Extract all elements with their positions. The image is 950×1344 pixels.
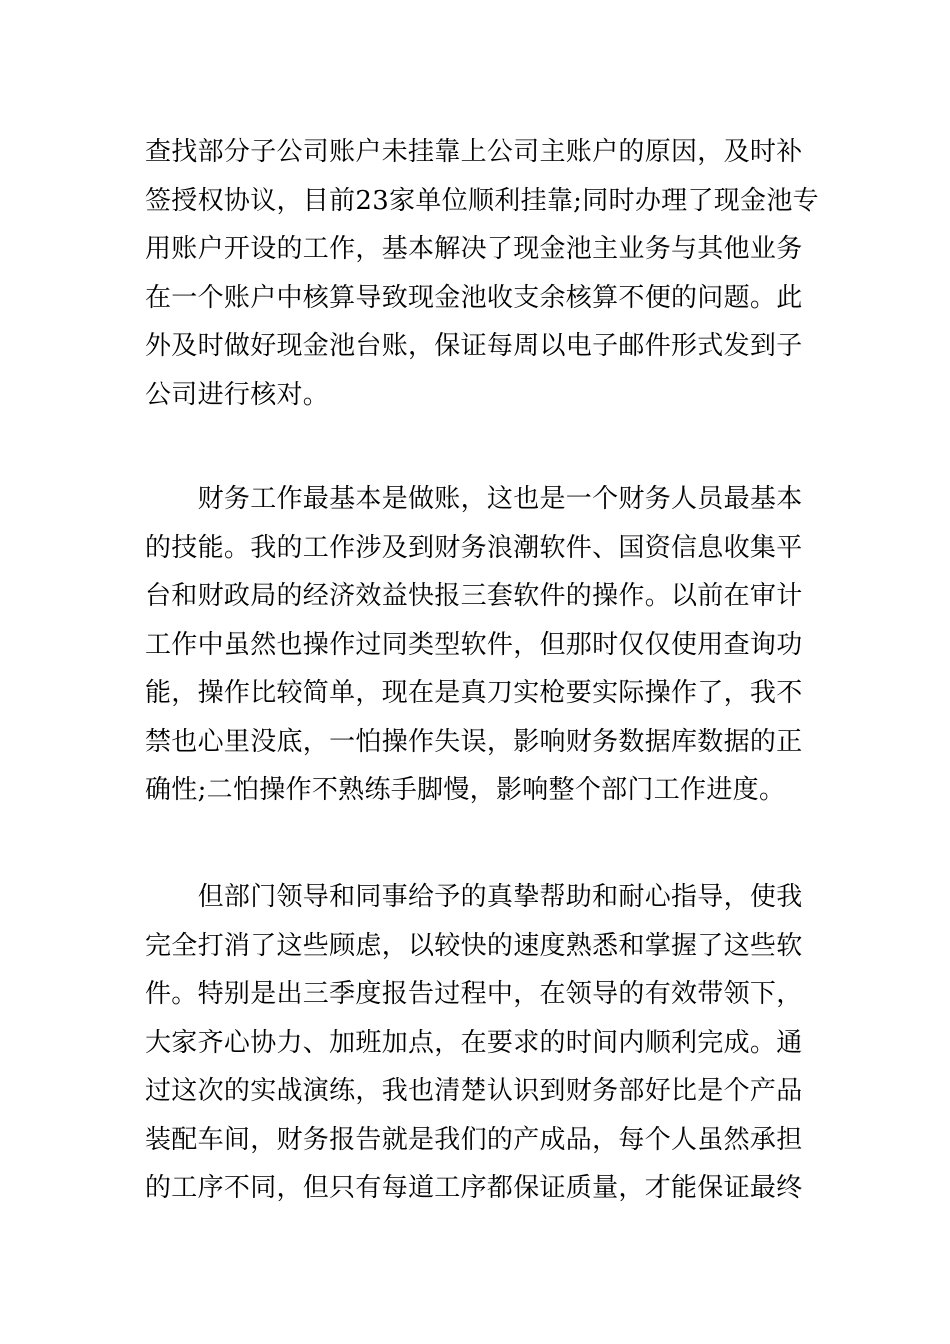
paragraph-3 bbox=[145, 873, 810, 1213]
paragraph-1 bbox=[145, 128, 819, 419]
text-line: 能，操作比较简单，现在是真刀实枪要实际操作了，我不 bbox=[145, 678, 803, 708]
text-line: 确性;二怕操作不熟练手脚慢，影响整个部门工作进度。 bbox=[145, 775, 786, 805]
text-line: 用账户开设的工作，基本解决了现金池主业务与其他业务 bbox=[145, 234, 803, 264]
text-line: 台和财政局的经济效益快报三套软件的操作。以前在审计 bbox=[145, 581, 803, 611]
paragraph-2 bbox=[145, 475, 810, 815]
text-line: 的工序不同，但只有每道工序都保证质量，才能保证最终 bbox=[145, 1173, 803, 1203]
text-line: 完全打消了这些顾虑，以较快的速度熟悉和掌握了这些软 bbox=[145, 930, 803, 961]
text-line: 查找部分子公司账户未挂靠上公司主账户的原因，及时补 bbox=[145, 137, 803, 167]
text-line: 外及时做好现金池台账，保证每周以电子邮件形式发到子 bbox=[145, 331, 803, 361]
text-line: 件。特别是出三季度报告过程中，在领导的有效带领下， bbox=[145, 979, 803, 1009]
text-line: 但部门领导和同事给予的真挚帮助和耐心指导，使我 bbox=[145, 882, 803, 912]
text-line: 财务工作最基本是做账，这也是一个财务人员最基本 bbox=[145, 484, 803, 514]
text-line: 禁也心里没底，一怕操作失误，影响财务数据库数据的正 bbox=[145, 726, 803, 757]
text-line: 的技能。我的工作涉及到财务浪潮软件、国资信息收集平 bbox=[145, 532, 803, 563]
text-line: 大家齐心协力、加班加点，在要求的时间内顺利完成。通 bbox=[145, 1027, 803, 1058]
text-line: 在一个账户中核算导致现金池收支余核算不便的问题。此 bbox=[145, 282, 803, 313]
text-line: 装配车间，财务报告就是我们的产成品，每个人虽然承担 bbox=[145, 1124, 803, 1155]
text-line: 公司进行核对。 bbox=[145, 379, 330, 410]
text-line: 签授权协议，目前23家单位顺利挂靠;同时办理了现金池专 bbox=[145, 185, 819, 216]
text-line: 工作中虽然也操作过同类型软件，但那时仅仅使用查询功 bbox=[145, 629, 803, 660]
text-line: 过这次的实战演练，我也清楚认识到财务部好比是个产品 bbox=[145, 1076, 803, 1106]
